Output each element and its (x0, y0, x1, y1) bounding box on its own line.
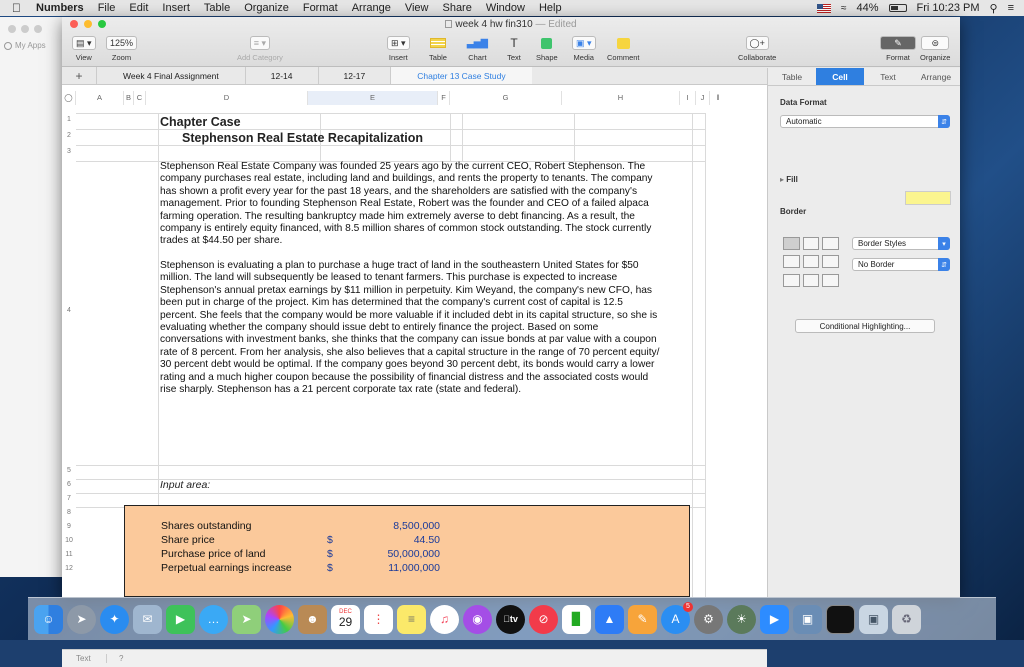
organize-label: Organize (920, 53, 951, 62)
chevron-updown-icon: ⇵ (938, 115, 950, 128)
data-format-select[interactable] (780, 115, 950, 128)
border-left-icon[interactable] (783, 255, 800, 268)
input-area-label[interactable]: Input area: (160, 479, 211, 491)
border-type-value: No Border (858, 260, 895, 269)
battery-percent[interactable]: 44% (856, 2, 879, 14)
add-category-label: Add Category (237, 53, 283, 62)
tv-icon[interactable] (496, 605, 525, 634)
menu-organize[interactable]: Organize (235, 2, 280, 14)
window-toolbar (62, 17, 960, 67)
chart-label: Chart (468, 53, 487, 62)
shape-label: Shape (536, 53, 558, 62)
grid-line (692, 113, 693, 597)
input-value-price[interactable]: 44.50 (413, 534, 440, 546)
shape-icon (537, 36, 557, 50)
input-label-earnings[interactable]: Perpetual earnings increase (161, 562, 292, 574)
menu-help[interactable]: Help (529, 2, 553, 14)
row-header-11[interactable]: 11 (65, 551, 73, 558)
numbers-icon[interactable]: ▉ (562, 605, 591, 634)
grid-line (462, 113, 463, 161)
notes-icon[interactable]: ≡ (397, 605, 426, 634)
row-header-6[interactable]: 6 (67, 481, 71, 488)
menu-share[interactable]: Share (433, 2, 463, 14)
edited-status: — Edited (535, 19, 577, 30)
pages-icon[interactable]: ✎ (628, 605, 657, 634)
tab-12-17[interactable]: 12-17 (318, 67, 391, 84)
menu-table[interactable]: Table (194, 2, 222, 14)
border-type-select[interactable] (852, 258, 950, 271)
view-label: View (75, 53, 92, 62)
row-header-5[interactable]: 5 (67, 467, 71, 474)
input-area-box (124, 505, 690, 597)
menu-insert[interactable]: Insert (153, 2, 181, 14)
border-styles-select[interactable] (852, 237, 950, 250)
collaborate-button[interactable] (738, 36, 776, 62)
photos-icon[interactable] (265, 605, 294, 634)
border-inner-icon[interactable] (803, 274, 820, 287)
border-styles-value: Border Styles (858, 239, 907, 248)
border-top-icon[interactable] (783, 274, 800, 287)
tab-12-14[interactable]: 12-14 (245, 67, 318, 84)
media-icon: ▣ ▾ (572, 36, 596, 50)
insert-label: Insert (388, 53, 408, 62)
row-header-9[interactable]: 9 (67, 523, 71, 530)
data-format-value: Automatic (786, 117, 822, 126)
view-icon: ▤ ▾ (72, 36, 96, 50)
apple-menu-icon[interactable] (0, 1, 29, 15)
grid-line (450, 113, 451, 161)
zoom-value: 125% (106, 36, 137, 50)
menu-arrange[interactable]: Arrange (342, 2, 382, 14)
reminders-icon[interactable]: ⋮ (364, 605, 393, 634)
tab-week-4-final[interactable]: Week 4 Final Assignment (96, 67, 245, 84)
image-capture-icon[interactable]: ▣ (859, 605, 888, 634)
messages-icon[interactable]: … (199, 605, 228, 634)
fill-label: Fill (786, 175, 798, 184)
document-title[interactable]: week 4 hw fin310 (455, 19, 533, 30)
border-selector[interactable] (783, 237, 839, 289)
inspector-tab-text[interactable]: Text (880, 71, 896, 82)
conditional-highlighting-button[interactable]: Conditional Highlighting... (795, 319, 935, 333)
clock[interactable]: Fri 10:23 PM (916, 2, 980, 14)
maps-icon[interactable]: ➤ (232, 605, 261, 634)
freeze-handle-icon[interactable]: ‖ (716, 93, 720, 102)
select-all-handle[interactable]: ◯ (62, 91, 76, 105)
input-value-earnings[interactable]: 11,000,000 (388, 562, 440, 574)
dock (28, 597, 996, 640)
grid-line (574, 113, 575, 161)
keynote-icon[interactable]: ▲ (595, 605, 624, 634)
circle-icon (4, 42, 12, 50)
case-paragraph-2[interactable]: Stephenson is evaluating a plan to purchase a huge tract of land in the southeastern United States for $50 million. The land will subsequently be leased to tenant farmers. This purchase is expected to increase Stephenson's annual pretax earnings by $11 million in perpetuity. Kim Weyand, the company's new CFO, has been put in charge of the project. Kim has determined that the company's current cost of capital is 12.5 percent. She feels that the company would be more valuable if it included debt in its capital structure, so she is evaluating whether the company should issue debt to entirely finance the project. Based on some conversations with investment banks, she thinks that the company can issue bonds at par value with a coupon rate of 8 percent. From her analysis, she also believes that a capital structure in the range of 70 percent equity/ 30 percent debt would be optimal. If the company goes beyond 30 percent debt, its bonds would carry a lower rating and a much higher coupon because the possibility of financial distress and the associated costs would rise sharply. Stephenson has a 21 percent corporate tax rate (state and federal). (160, 260, 660, 396)
window-title (62, 19, 960, 30)
flag-icon[interactable] (817, 4, 831, 13)
system-preferences-icon[interactable]: ⚙ (694, 605, 723, 634)
zoom-label: Zoom (111, 53, 132, 62)
col-header-b[interactable]: B (124, 91, 134, 105)
input-value-land[interactable]: 50,000,000 (387, 548, 440, 560)
preview-icon[interactable]: ▣ (793, 605, 822, 634)
input-label-price[interactable]: Share price (161, 534, 215, 546)
format-button[interactable] (880, 36, 916, 62)
grid-line (76, 493, 706, 494)
border-outer-icon[interactable] (783, 237, 800, 250)
case-paragraph-1[interactable]: Stephenson Real Estate Company was founded 25 years ago by the current CEO, Robert Stephenson. The company purchases real estate, including land and buildings, and rents the property to tenants. The company has shown a profit every year for the past 18 years, and the shareholders are satisfied with the company's management. Prior to founding Stephenson Real Estate, Robert was the founder and CEO of a failed alpaca farming operation. The resulting bankruptcy made him extremely averse to debt financing. As a result, the company is entirely equity financed, with 8.5 million shares of common stock outstanding. The stock currently trades at $44.50 per share. (160, 161, 653, 247)
collaborate-label: Collaborate (738, 53, 777, 62)
safari-icon[interactable]: ✦ (100, 605, 129, 634)
text-label: Text (507, 53, 521, 62)
col-header-h[interactable]: H (562, 91, 680, 105)
contacts-icon[interactable]: ☻ (298, 605, 327, 634)
col-header-i[interactable]: I (680, 91, 696, 105)
organize-icon: ⊜ (921, 36, 949, 50)
row-header-3[interactable]: 3 (67, 148, 71, 155)
spotlight-search-icon[interactable]: ⚲ (989, 2, 998, 15)
list-icon: ≡ ▾ (250, 36, 270, 50)
chart-button[interactable] (464, 36, 491, 62)
comment-button[interactable] (607, 36, 640, 62)
row-header-2[interactable]: 2 (67, 132, 71, 139)
add-sheet-button[interactable]: + (75, 68, 83, 83)
insert-icon: ⊞ ▾ (387, 36, 410, 50)
tab-chapter-13[interactable]: Chapter 13 Case Study (390, 67, 531, 84)
row-header-7[interactable]: 7 (67, 495, 71, 502)
col-header-d[interactable]: D (146, 91, 308, 105)
my-apps-label[interactable]: My Apps (4, 41, 69, 50)
document-icon (445, 20, 452, 28)
media-label: Media (573, 53, 594, 62)
tv-label: tv (506, 614, 515, 624)
fill-color-swatch[interactable] (905, 191, 951, 205)
status-bar (62, 649, 767, 667)
finder-icon[interactable]: ☺ (34, 605, 63, 634)
status-text: Text (76, 654, 91, 663)
col-header-f[interactable]: F (438, 91, 450, 105)
disclosure-triangle-icon: ▸ (780, 175, 787, 184)
grid-line (76, 465, 706, 466)
row-header-1[interactable]: 1 (67, 116, 71, 123)
col-header-e[interactable]: E (308, 91, 438, 105)
battery-icon[interactable] (889, 4, 907, 12)
app-store-badge: 5 (683, 602, 693, 612)
zoom-button[interactable] (106, 36, 137, 62)
row-header-12[interactable]: 12 (65, 565, 73, 572)
table-label: Table (429, 53, 447, 62)
border-horizontal-icon[interactable] (822, 237, 839, 250)
terminal-icon[interactable] (826, 605, 855, 634)
calendar-day: 29 (338, 615, 353, 629)
calendar-month: DEC (339, 609, 352, 615)
comment-label: Comment (607, 53, 640, 62)
podcasts-icon[interactable]: ◉ (463, 605, 492, 634)
table-button[interactable] (427, 36, 449, 62)
text-t-icon: T (510, 36, 518, 50)
input-sign-land: $ (327, 548, 333, 560)
input-sign-price: $ (327, 534, 333, 546)
hamster-icon[interactable]: ☀ (727, 605, 756, 634)
menu-view[interactable]: View (395, 2, 420, 14)
organize-button[interactable] (920, 36, 950, 62)
media-button[interactable] (572, 36, 596, 62)
border-bottom-icon[interactable] (822, 274, 839, 287)
menu-format[interactable]: Format (293, 2, 329, 14)
calendar-icon[interactable] (331, 605, 360, 634)
inspector-tab-arrange[interactable]: Arrange (920, 71, 952, 82)
row-header-4[interactable]: 4 (67, 307, 71, 314)
input-sign-earnings: $ (327, 562, 333, 574)
chevron-updown-icon: ⇵ (938, 258, 950, 271)
background-window (0, 17, 70, 577)
zoom-icon[interactable]: ▶ (760, 605, 789, 634)
row-header-10[interactable]: 10 (65, 537, 73, 544)
view-button[interactable] (72, 36, 96, 62)
input-label-shares[interactable]: Shares outstanding (161, 520, 252, 532)
insert-button[interactable] (387, 36, 410, 62)
grid-line (705, 113, 706, 597)
input-value-shares[interactable]: 8,500,000 (393, 520, 440, 532)
help-button[interactable]: ? (106, 654, 123, 663)
inspector-tab-table[interactable]: Table (781, 71, 803, 82)
input-label-land[interactable]: Purchase price of land (161, 548, 266, 560)
row-header-8[interactable]: 8 (67, 509, 71, 516)
comment-icon (613, 36, 633, 50)
news-icon[interactable]: ⊘ (529, 605, 558, 634)
grid-line (76, 129, 706, 130)
mail-icon[interactable]: ✉ (133, 605, 162, 634)
format-inspector (767, 68, 960, 597)
border-label: Border (780, 207, 807, 216)
col-header-g[interactable]: G (450, 91, 562, 105)
format-label: Format (886, 53, 910, 62)
border-all-icon[interactable] (803, 237, 820, 250)
notification-center-icon[interactable]: ≡ (1007, 2, 1014, 14)
launchpad-icon[interactable]: ➤ (67, 605, 96, 634)
col-header-a[interactable]: A (76, 91, 124, 105)
trash-icon[interactable]: ♻ (892, 605, 921, 634)
paintbrush-icon: ✎ (880, 36, 916, 50)
app-store-icon[interactable]: A 5 (661, 605, 690, 634)
collaborate-icon: ◯+ (746, 36, 769, 50)
case-heading[interactable]: Chapter Case (160, 115, 241, 129)
text-button[interactable] (504, 36, 524, 62)
facetime-icon[interactable]: ▶ (166, 605, 195, 634)
grid-line (76, 113, 706, 114)
bar-chart-icon: ▃▅▇ (467, 37, 488, 48)
menu-bar (0, 0, 1024, 16)
col-header-c[interactable]: C (134, 91, 146, 105)
border-vertical-icon[interactable] (803, 255, 820, 268)
data-format-label: Data Format (780, 98, 827, 107)
menu-edit[interactable]: Edit (120, 2, 140, 14)
menu-app-name[interactable]: Numbers (27, 2, 75, 14)
chevron-down-icon: ▾ (938, 237, 950, 250)
grid-line (76, 145, 706, 146)
shape-button[interactable] (536, 36, 558, 62)
border-right-icon[interactable] (822, 255, 839, 268)
col-header-j[interactable]: J (696, 91, 710, 105)
table-icon (427, 36, 449, 50)
wifi-icon[interactable]: ≈ (841, 2, 847, 14)
music-icon[interactable]: ♫ (430, 605, 459, 634)
menu-file[interactable]: File (88, 2, 107, 14)
column-headers (62, 91, 767, 105)
menu-window[interactable]: Window (476, 2, 516, 14)
case-subheading[interactable]: Stephenson Real Estate Recapitalization (182, 131, 424, 145)
fill-disclosure[interactable] (780, 175, 798, 184)
add-category-button[interactable] (237, 36, 283, 62)
inspector-tab-cell[interactable]: Cell (816, 68, 864, 85)
